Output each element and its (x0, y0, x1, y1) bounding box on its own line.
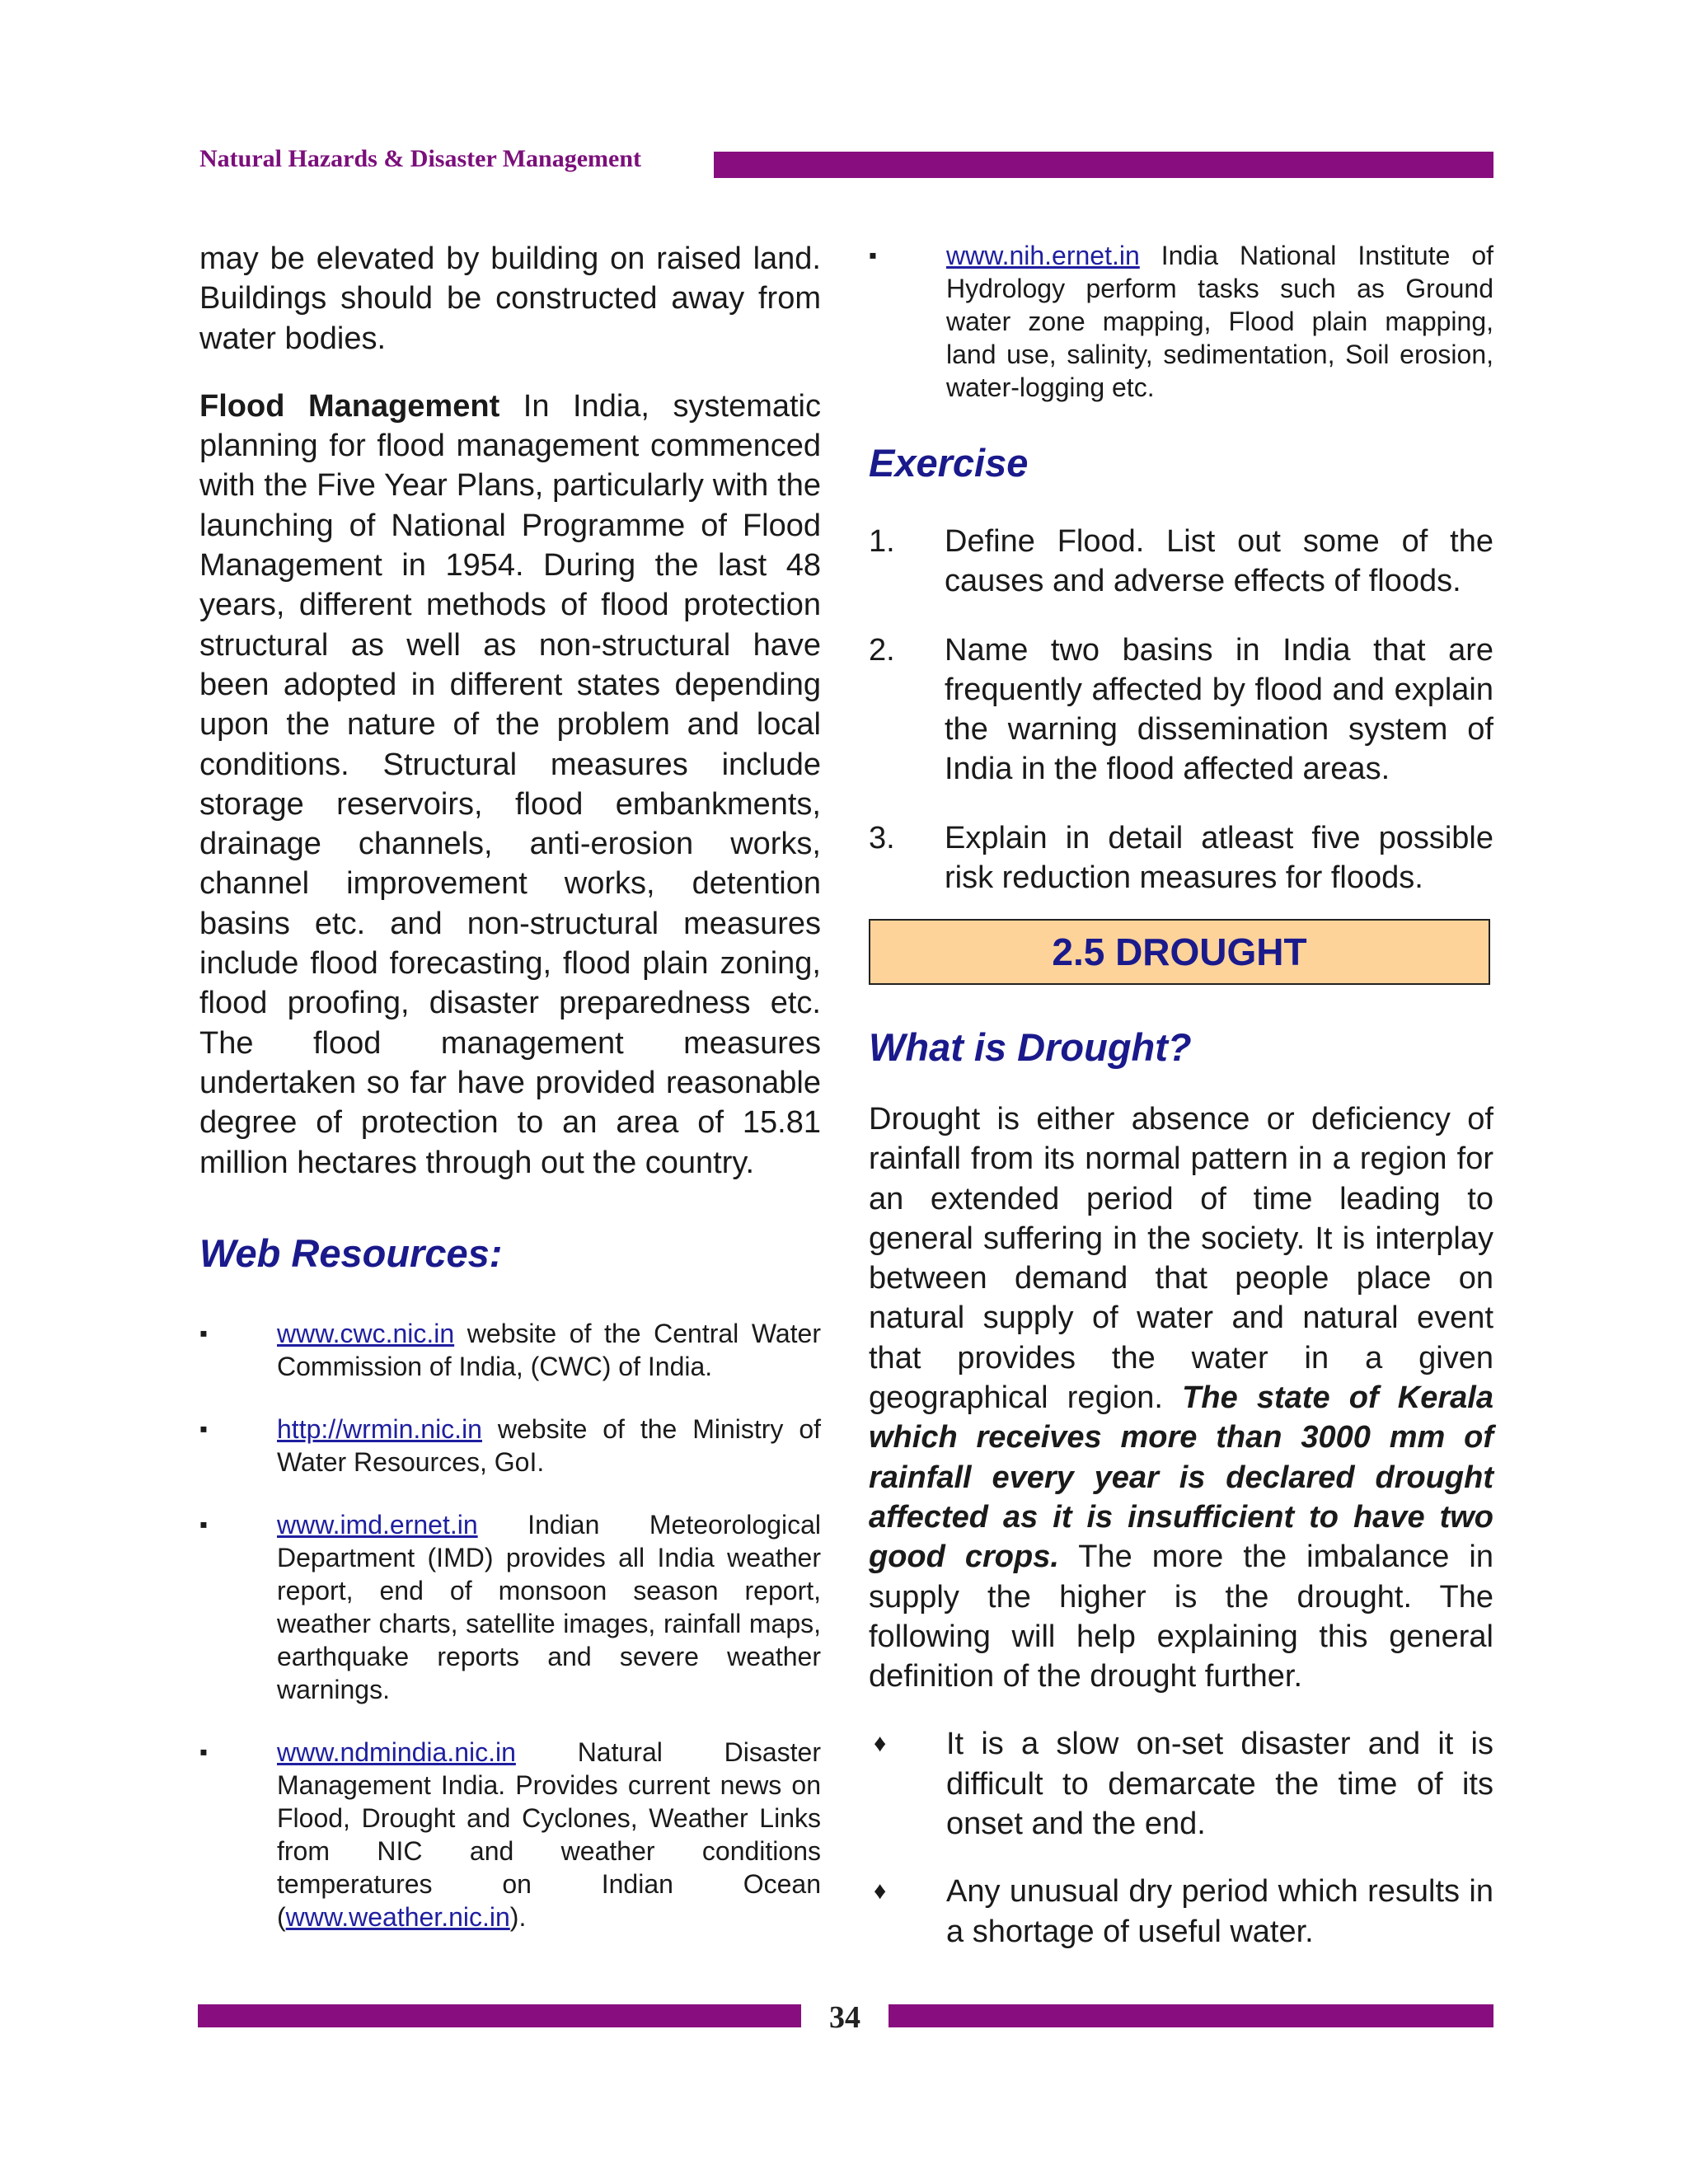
section-title: 2.5 DROUGHT (1052, 930, 1307, 973)
drought-text-1: Drought is either absence or deficiency of rainfall from its normal pattern in a region for an extended period of time leading to general suffering in the society. It is interplay between demand that people place on natural supply of water and natural event that provides the water in a given geographical region. (869, 1102, 1493, 1416)
list-item (869, 630, 1493, 789)
web-resources-heading: Web Resources: (199, 1230, 503, 1275)
list-item (869, 818, 1493, 898)
weather-nic-link[interactable]: www.weather.nic.in (285, 1901, 510, 1932)
list-item (199, 1413, 821, 1479)
exercise-list (869, 522, 1493, 898)
exercise-text: Name two basins in India that are frequently affected by flood and explain the warning dissemination system of India in the flood affected areas. (945, 633, 1493, 786)
header-bar (714, 152, 1493, 178)
list-item (199, 1508, 821, 1706)
page-number: 34 (829, 2000, 860, 2035)
drought-point-text: Any unusual dry period which results in a shortage of useful water. (946, 1874, 1493, 1949)
square-bullet-icon: ▪ (199, 1319, 208, 1346)
wrmin-link[interactable]: http://wrmin.nic.in (277, 1413, 482, 1444)
running-header-title: Natural Hazards & Disaster Management (199, 145, 642, 172)
web-resource-text: India National Institute of Hydrology perform tasks such as Ground water zone mapping, Flood plain mapping, land use, salinity, sedimentation, Soil erosion, water-logging etc. (946, 241, 1493, 402)
nih-link[interactable]: www.nih.ernet.in (946, 241, 1140, 270)
web-resource-text: website of the Central Water Commission of India, (CWC) of India. (277, 1318, 821, 1381)
kerala-emphasis: The state of Kerala which receives more than 3000 mm of rainfall every year is declared drought affected as it is insufficient to have two good crops. (869, 1380, 1493, 1575)
list-item (199, 1317, 821, 1383)
web-resource-text-end: ). (509, 1901, 527, 1932)
exercise-text: Define Flood. List out some of the causes and adverse effects of floods. (945, 524, 1493, 598)
drought-text-2: The more the imbalance in supply the higher is the drought. The following will help explaining this general definition of the drought further. (869, 1540, 1493, 1694)
diamond-bullet-icon: ♦ (874, 1877, 887, 1905)
what-is-drought-heading: What is Drought? (869, 1025, 1192, 1069)
web-resource-text: website of the Ministry of Water Resources, GoI. (277, 1413, 821, 1477)
web-resources-list (199, 1317, 821, 1933)
footer-bar-left (198, 2004, 801, 2027)
list-item (869, 1872, 1493, 1952)
diamond-bullet-icon: ♦ (874, 1730, 887, 1758)
list-item (869, 1724, 1493, 1844)
exercise-number: 3. (869, 821, 895, 855)
cwc-link[interactable]: www.cwc.nic.in (277, 1318, 455, 1348)
web-resources-list-cont (869, 239, 1493, 404)
exercise-number: 2. (869, 633, 895, 668)
web-resource-text: Natural Disaster Management India. Provides current news on Flood, Drought and Cyclones, Weather Links from NIC and weather conditions temperatures on Indian Ocean ( (277, 1736, 821, 1932)
flood-management-label: Flood Management (199, 388, 500, 424)
web-resource-text: Indian Meteorological Department (IMD) provides all India weather report, end of monsoon season report, weather charts, satellite images, rainfall maps, earthquake reports and severe weather warnings. (277, 1509, 821, 1704)
drought-point-text: It is a slow on-set disaster and it is difficult to demarcate the time of its onset and the end. (946, 1727, 1493, 1842)
square-bullet-icon: ▪ (199, 1738, 208, 1765)
ndmindia-link[interactable]: www.ndmindia.nic.in (277, 1736, 516, 1767)
list-item (869, 522, 1493, 601)
imd-link[interactable]: www.imd.ernet.in (277, 1509, 478, 1540)
footer-bar-right (889, 2004, 1493, 2027)
intro-paragraph: may be elevated by building on raised land. Buildings should be constructed away from water bodies. (199, 241, 821, 356)
square-bullet-icon: ▪ (869, 242, 877, 268)
exercise-text: Explain in detail atleast five possible risk reduction measures for floods. (945, 821, 1493, 895)
list-item (199, 1736, 821, 1933)
drought-points-list (869, 1724, 1493, 1951)
flood-management-text: In India, systematic planning for flood management commenced with the Five Year Plans, particularly with the launching of National Programme of Flood Management in 1954. During the last 48 years, different methods of flood protection structural as well as non-structural have been adopted in different states depending upon the nature of the problem and local conditions. Structural measures include storage reservoirs, flood embankments, drainage channels, anti-erosion works, channel improvement works, detention basins etc. and non-structural measures include flood forecasting, flood plain zoning, flood proofing, disaster preparedness etc. The flood management measures undertaken so far have provided reasonable degree of protection to an area of 15.81 million hectares through out the country. (199, 388, 821, 1180)
list-item (869, 239, 1493, 404)
exercise-number: 1. (869, 524, 895, 559)
right-column (869, 239, 1493, 1980)
exercise-heading: Exercise (869, 441, 1029, 485)
section-title-box (869, 919, 1490, 985)
left-column (199, 239, 821, 1963)
square-bullet-icon: ▪ (199, 1511, 208, 1537)
drought-paragraph (869, 1099, 1493, 1696)
square-bullet-icon: ▪ (199, 1415, 208, 1441)
flood-management-paragraph (199, 387, 821, 1183)
